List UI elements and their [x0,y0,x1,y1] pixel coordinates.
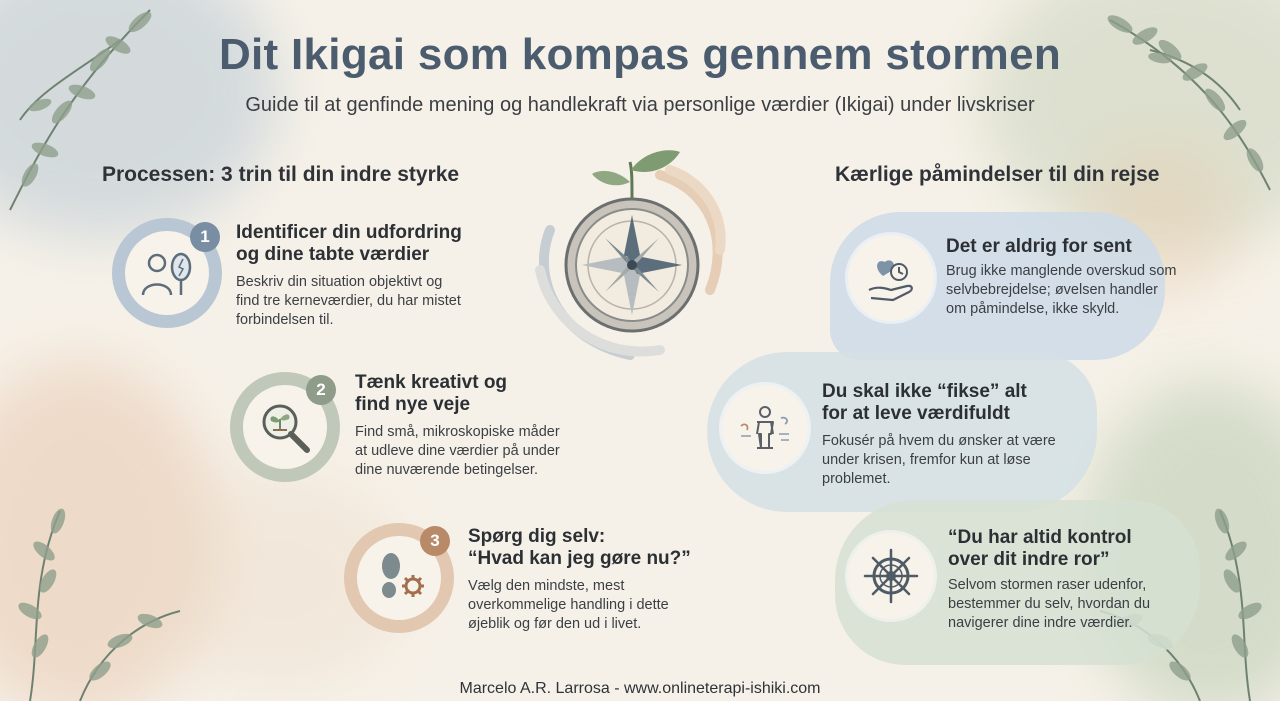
footprint-gear-icon [369,548,429,608]
card-text-line: Brug ikke manglende overskud som [946,263,1177,279]
step-number-badge: 1 [190,222,220,252]
step-text-line: øjeblik og før den ud i livet. [468,616,642,632]
reminder-card-title [822,381,1027,425]
card-text-line: om påmindelse, ikke skyld. [946,301,1120,317]
step-text-line: Vælg den mindste, mest [468,578,625,594]
step-text-line: at udleve dine værdier på under [355,443,560,459]
card-title-line: Det er aldrig for sent [946,236,1132,257]
step-description [355,423,560,480]
card-icon-circle [848,533,934,619]
reminder-card-title [946,236,1132,258]
step-text-line: dine nuværende betingelser. [355,462,538,478]
card-icon-circle [722,385,808,471]
magnifier-sprout-icon [255,397,315,457]
step-title [355,372,507,416]
card-title-line: “Du har altid kontrol [948,527,1132,548]
card-text-line: bestemmer du selv, hvordan du [948,596,1151,612]
person-mirror-icon [137,243,197,303]
step-description [468,577,669,634]
step-number-badge: 2 [306,375,336,405]
card-text-line: navigerer dine indre værdier. [948,615,1133,631]
compass-sprout-icon [520,140,740,370]
compass-illustration [520,140,740,370]
card-title-line: Du skal ikke “fikse” alt [822,381,1027,402]
card-text-line: under krisen, fremfor kun at løse [822,452,1031,468]
reminder-card-text [948,576,1150,633]
step-description [236,273,461,330]
step-title [468,526,691,570]
heart-clock-hand-icon [863,250,919,306]
card-text-line: problemet. [822,471,891,487]
reminders-heading: Kærlige påmindelser til din rejse [835,163,1160,186]
step-title-line: og dine tabte værdier [236,244,430,265]
person-in-wind-icon [737,400,793,456]
step-title-line: Tænk kreativt og [355,372,508,393]
step-text-line: Beskriv din situation objektivt og [236,274,443,290]
step-text-line: Find små, mikroskopiske måder [355,424,560,440]
process-heading: Processen: 3 trin til din indre styrke [102,163,460,186]
page-subtitle: Guide til at genfinde mening og handlekraft via personlige værdier (Ikigai) under livskriser [245,94,1035,116]
card-text-line: selvbebrejdelse; øvelsen handler [946,282,1158,298]
step-title [236,222,462,266]
card-title-line: for at leve værdifuldt [822,403,1010,424]
page-title: Dit Ikigai som kompas gennem stormen [218,30,1062,79]
step-title-line: find nye veje [355,394,471,415]
reminder-card-title [948,527,1132,571]
step-title-line: Spørg dig selv: [468,526,606,547]
reminder-card-text [946,262,1177,319]
card-text-line: Selvom stormen raser udenfor, [948,577,1147,593]
card-title-line: over dit indre ror” [948,549,1110,570]
reminder-card-text [822,432,1056,489]
card-text-line: Fokusér på hvem du ønsker at være [822,433,1056,449]
author-credit: Marcelo A.R. Larrosa - www.onlineterapi-ishiki.com [459,680,821,697]
step-title-line: “Hvad kan jeg gøre nu?” [468,548,691,569]
leaf-branch-icon [0,471,190,701]
step-number-badge: 3 [420,526,450,556]
card-icon-circle [848,235,934,321]
step-text-line: overkommelige handling i dette [468,597,669,613]
step-text-line: find tre kerneværdier, du har mistet [236,293,461,309]
step-title-line: Identificer din udfordring [236,222,462,243]
step-text-line: forbindelsen til. [236,312,334,328]
ship-wheel-icon [861,546,921,606]
